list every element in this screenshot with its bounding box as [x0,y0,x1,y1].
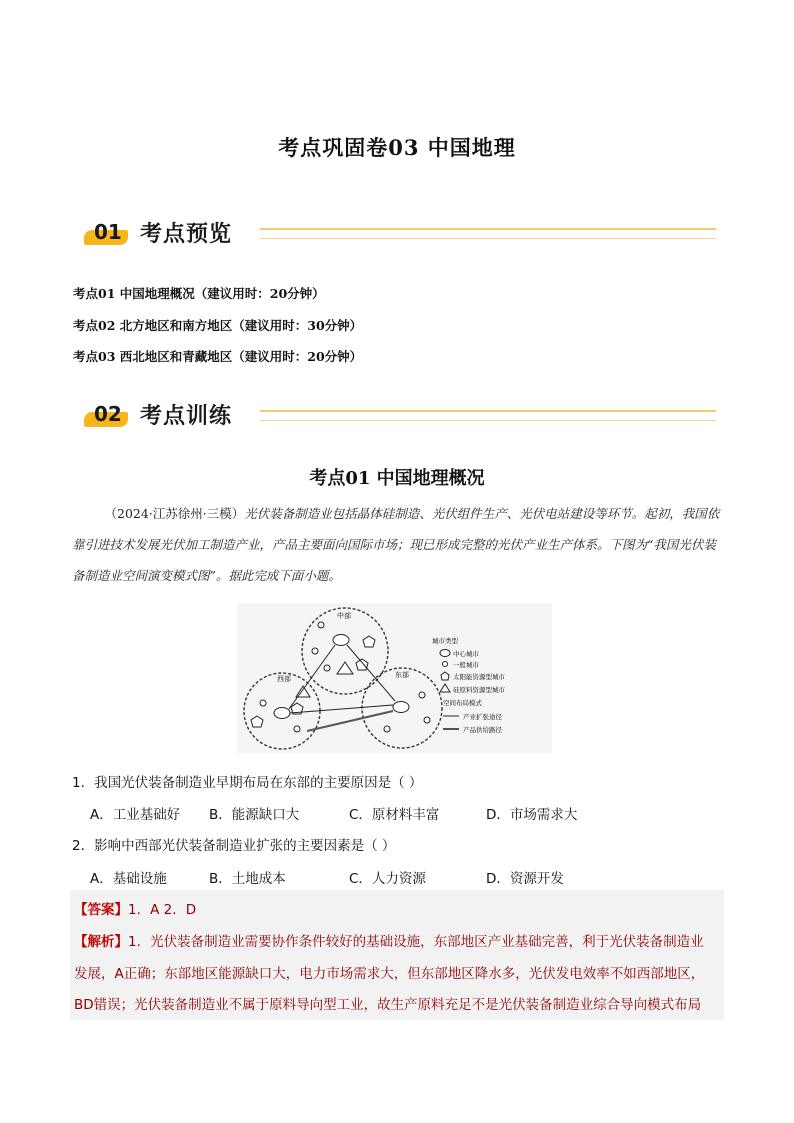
passage-source: （2024·江苏徐州·三模） [104,506,245,521]
toc-item: 考点03 西北地区和青藏地区（建议用时：20分钟） [73,349,363,364]
solar-city-icon [441,672,449,680]
section-label: 考点预览 [140,222,233,247]
section-number: 01 [94,220,122,244]
legend-item: 中心城市 [453,650,479,658]
region-label: 东部 [395,671,409,679]
expansion-arrow [289,645,335,709]
analysis-text: 1．光伏装备制造业需要协作条件较好的基础设施，东部地区产业基础完善，利于光伏装备制造业 [128,934,704,950]
section-number: 02 [94,402,122,426]
question-stem: 1．我国光伏装备制造业早期布局在东部的主要原因是（ ） [72,775,423,791]
option-a[interactable]: A．工业基础好 [90,807,181,823]
region-label: 中部 [337,612,351,620]
legend-title: 空间布局模式 [443,699,482,707]
expansion-arrow [290,705,393,713]
toc-item: 考点02 北方地区和南方地区（建议用时：30分钟） [73,318,363,333]
option-a[interactable]: A．基础设施 [90,871,167,887]
legend-item: 产业扩张途径 [463,713,502,721]
silicon-city-icon [440,684,450,692]
region-label: 西部 [277,675,291,683]
toc-item: 考点01 中国地理概况（建议用时：20分钟） [73,286,325,301]
option-c[interactable]: C．人力资源 [349,871,426,887]
general-city-icon [318,622,324,628]
answer-text: 1．A 2．D [128,902,197,918]
supply-arrow [307,711,393,731]
general-city-icon [443,662,448,667]
legend-title: 城市类型 [432,637,458,645]
general-city-icon [424,717,430,723]
analysis-tag: 【解析】 [74,934,128,950]
option-c[interactable]: C．原材料丰富 [349,807,440,823]
solar-city-icon [363,636,375,647]
section-header-preview [84,216,716,252]
general-city-icon [294,726,300,732]
analysis-text: 发展，A正确；东部地区能源缺口大，电力市场需求大，但东部地区降水多，光伏发电效率不如西部地区， [74,966,705,982]
general-city-icon [312,648,318,654]
answer-tag: 【答案】 [74,902,128,918]
passage [72,498,724,591]
legend-item: 硅原料资源型城市 [453,686,505,694]
center-city-icon [440,650,450,657]
solar-city-icon [356,659,368,670]
analysis-line [74,962,704,982]
topic-subtitle: 考点01 中国地理概况 [309,468,485,489]
center-city-icon [393,702,409,713]
section-label: 考点训练 [140,404,233,429]
section-rule [260,228,716,239]
analysis-line [74,993,701,1013]
passage-text: 光伏装备制造业包括晶体硅制造、光伏组件生产、光伏电站建设等环节。起初，我国依靠引进技术发展光伏加工制造产业，产品主要面向国际市场；现已形成完整的光伏产业生产体系。下图为“我国光伏装备制造业空间演变模式图”。据此完成下面小题。 [72,506,720,583]
silicon-city-icon [337,662,353,674]
general-city-icon [384,726,390,732]
question-stem: 2．影响中西部光伏装备制造业扩张的主要因素是（ ） [72,838,396,854]
section-rule [260,410,716,421]
silicon-city-icon [296,686,310,697]
option-b[interactable]: B．能源缺口大 [209,807,300,823]
center-city-icon [274,708,290,719]
option-d[interactable]: D．市场需求大 [486,807,578,823]
page-title: 考点巩固卷03 中国地理 [278,135,516,160]
general-city-icon [419,692,425,698]
option-b[interactable]: B．土地成本 [209,871,286,887]
option-d[interactable]: D．资源开发 [486,871,564,887]
legend-item: 太阳能资源型城市 [453,673,505,681]
legend-item: 产品供给路径 [463,726,502,734]
analysis-line [74,930,704,950]
spatial-evolution-figure [237,603,552,753]
general-city-icon [260,700,266,706]
center-city-icon [333,635,349,646]
general-city-icon [324,665,330,671]
answer-line [74,898,196,918]
analysis-text: BD错误；光伏装备制造业不属于原料导向型工业，故生产原料充足不是光伏装备制造业综合导向模式布局 [74,997,702,1013]
section-header-training [84,398,716,434]
solar-city-icon [251,716,263,727]
figure-diagram [237,603,552,753]
legend-item: 一般城市 [453,661,479,669]
